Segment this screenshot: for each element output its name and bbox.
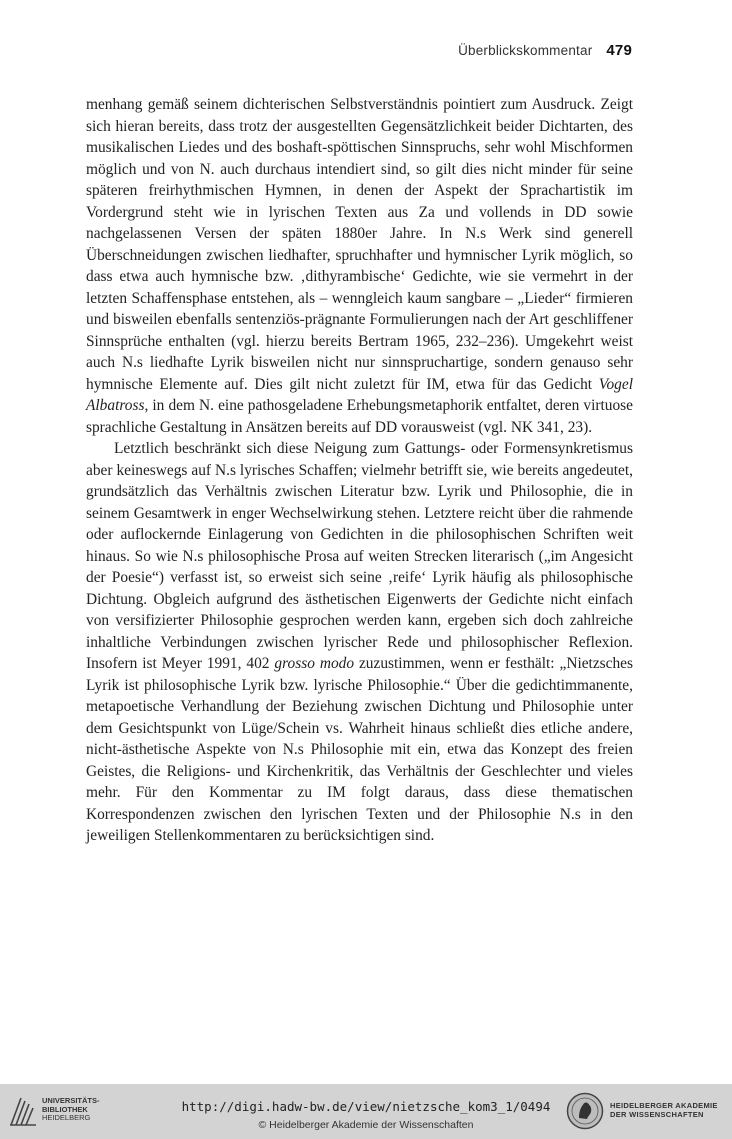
academy-name	[610, 1101, 718, 1119]
running-title: Überblickskommentar	[458, 43, 593, 58]
academy-line-2: DER WISSENSCHAFTEN	[610, 1110, 704, 1119]
body-text	[86, 94, 633, 847]
p1-text-a: menhang gemäß seinem dichterischen Selbstverständnis pointiert zum Ausdruck. Zeigt sich hieran bereits, dass trotz der ausgestellten Gegensätzlichkeit beider Dichtarten, des musikalischen Liedes und des boshaft-spöttischen Sinnspruchs, sehr wohl Mischformen möglich und von N. auch durchaus intendiert sind, so gilt dies nicht minder für seine späteren freirhythmischen Hymnen, in denen der Aspekt der Sprachartistik im Vordergrund steht wie in lyrischen Texten aus Za und vollends in DD sowie nachgelassenen Versen der späten 1880er Jahre. In N.s Werk sind generell Überschneidungen zwischen liedhafter, spruchhafter und hymnischer Lyrik möglich, so dass etwa auch hymnische bzw. ‚dithyrambische‘ Gedichte, wie sie vermehrt in der letzten Schaffensphase entstehen, als – wenngleich kaum sangbare – „Lieder“ firmieren und bisweilen ebenfalls sentenziös-prägnante Formulierungen nach der Art geschliffener Sinnsprüche enthalten (vgl. hierzu bereits Bertram 1965, 232–236). Umgekehrt weist auch N.s liedhafte Lyrik bisweilen nicht nur sinnspruchartige, sondern genauso sehr hymnische Elemente auf. Dies gilt nicht zuletzt für IM, etwa für das Gedicht	[86, 96, 633, 393]
library-line-1: UNIVERSITÄTS-	[42, 1096, 100, 1105]
paragraph-2	[86, 438, 633, 847]
library-line-2: BIBLIOTHEK	[42, 1104, 88, 1114]
copyright-notice: © Heidelberger Akademie der Wissenschaften	[258, 1119, 474, 1131]
p2-text-b: zuzustimmen, wenn er festhält: „Nietzsches Lyrik ist philosophische Lyrik bzw. lyrische Philosophie.“ Über die gedichtimmanente, metapoetische Verhandlung der Beziehung zwischen Dichtung und Philosophie unter dem Gesichtspunkt von Lüge/Schein vs. Wahrheit hinaus schließt dies etliche andere, nicht-ästhetische Aspekte von N.s Philosophie mit ein, etwa das Konzept des freien Geistes, die Religions- und Kirchenkritik, das Verhältnis der Geschlechter und vieles mehr. Für den Kommentar zu IM folgt daraus, dass diese thematischen Korrespondenzen zwischen den lyrischen Texten und der Philosophie N.s in den jeweiligen Stellenkommentaren zu berücksichtigen sind.	[86, 655, 634, 844]
footer-band	[0, 1084, 732, 1139]
paragraph-1	[86, 94, 633, 438]
running-head	[458, 42, 632, 59]
hadw-seal-icon	[566, 1092, 604, 1130]
academy-line-1: HEIDELBERGER AKADEMIE	[610, 1101, 718, 1110]
p2-italic-phrase: grosso modo	[274, 655, 355, 672]
library-line-3: HEIDELBERG	[42, 1113, 91, 1122]
page-number: 479	[606, 42, 632, 59]
p1-text-b: , in dem N. eine pathosgeladene Erhebungsmetaphorik entfaltet, deren virtuose sprachliche Gestaltung in Ansätzen bereits auf DD vorausweist (vgl. NK 341, 23).	[86, 397, 633, 436]
source-url[interactable]: http://digi.hadw-bw.de/view/nietzsche_kom3_1/0494	[181, 1099, 551, 1114]
p2-text-a: Letztlich beschränkt sich diese Neigung zum Gattungs- oder Formensynkretismus aber keineswegs auf N.s lyrisches Schaffen; vielmehr betrifft sie, wie bereits angedeutet, grundsätzlich das Verhältnis zwischen Literatur bzw. Lyrik und Philosophie, die in seinem Gesamtwerk in enger Wechselwirkung stehen. Letztere reicht über die rahmende oder auflockernde Einlagerung von Gedichten in die philosophischen Schriften weit hinaus. So wie N.s philosophische Prosa auf weiten Strecken literarisch („im Angesicht der Poesie“) verfasst ist, so erweist sich seine ‚reife‘ Lyrik häufig als philosophische Dichtung. Obgleich aufgrund des ästhetischen Eigenwerts der Gedichte nicht einfach von versifizierter Philosophie gesprochen werden kann, ergeben sich doch zahlreiche inhaltliche Verbindungen zwischen lyrischer Rede und philosophischer Reflexion. Insofern ist Meyer 1991, 402	[86, 440, 633, 672]
p1-italic-title: Vogel Albatross	[86, 375, 633, 414]
